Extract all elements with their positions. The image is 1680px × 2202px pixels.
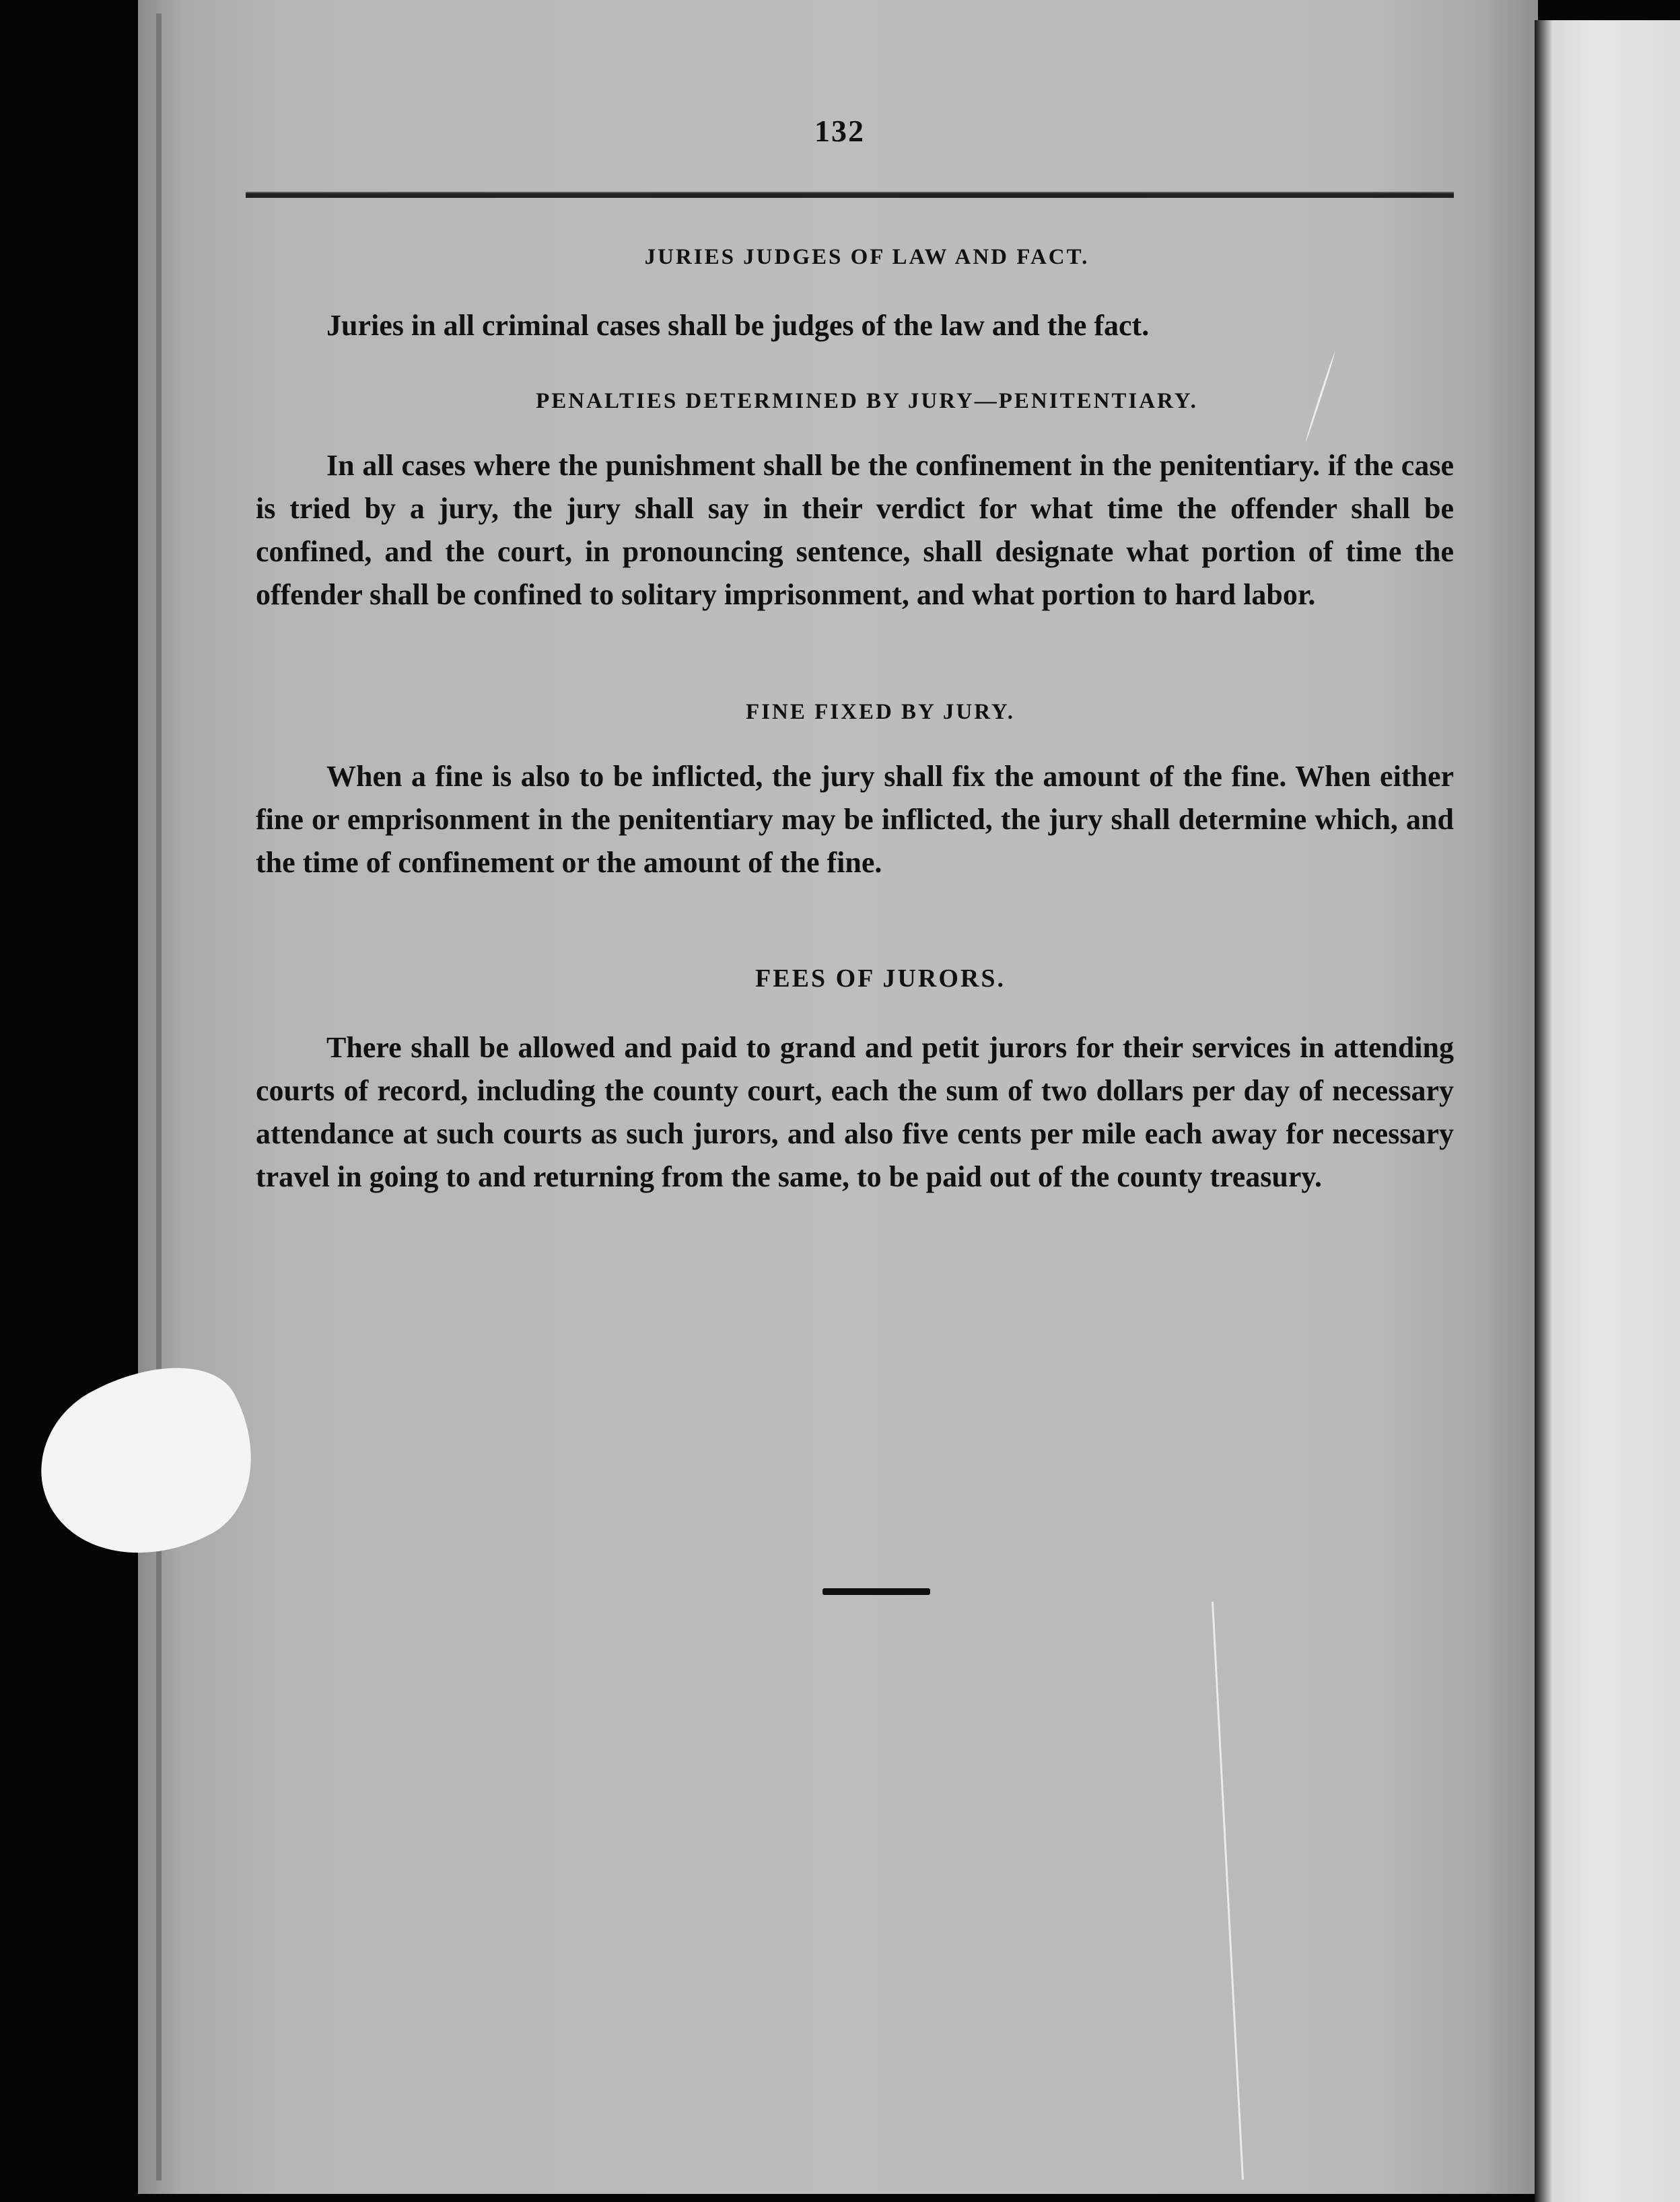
section-paragraph: In all cases where the punishment shall be the confinement in the penitentiary. if the case is tried by a jury, the jury shall say in their verdict for what time the offender shall be confined, and the court, in pronouncing sentence, shall designate what portion of time the offender shall be confined to solitary imprisonment, and what portion to hard labor. — [256, 449, 1454, 611]
section-heading: FINE FIXED BY JURY. — [746, 700, 1015, 724]
section-paragraph: When a fine is also to be inflicted, the jury shall fix the amount of the fine. When either fine or emprisonment in the penitentiary may be inflicted, the jury shall determine which, and the time of confinement or the amount of the fine. — [256, 760, 1454, 879]
end-rule — [823, 1588, 930, 1595]
facing-page-edge — [1535, 20, 1680, 2202]
section-paragraph: Juries in all criminal cases shall be judges of the law and the fact. — [326, 309, 1150, 342]
gutter-edge — [156, 13, 162, 2180]
section-heading: PENALTIES DETERMINED BY JURY—PENITENTIARY. — [536, 389, 1198, 413]
section-heading: FEES OF JURORS. — [755, 964, 1006, 993]
header-rule — [246, 192, 1454, 198]
section-paragraph: There shall be allowed and paid to grand and petit jurors for their services in attending courts of record, including the county court, each the sum of two dollars per day of necessary attendance at such courts as such jurors, and also five cents per mile each away for necessary travel in going to and returning from the same, to be paid out of the county treasury. — [256, 1031, 1454, 1193]
section-heading: JURIES JUDGES OF LAW AND FACT. — [644, 245, 1090, 269]
page-number: 132 — [814, 114, 865, 148]
